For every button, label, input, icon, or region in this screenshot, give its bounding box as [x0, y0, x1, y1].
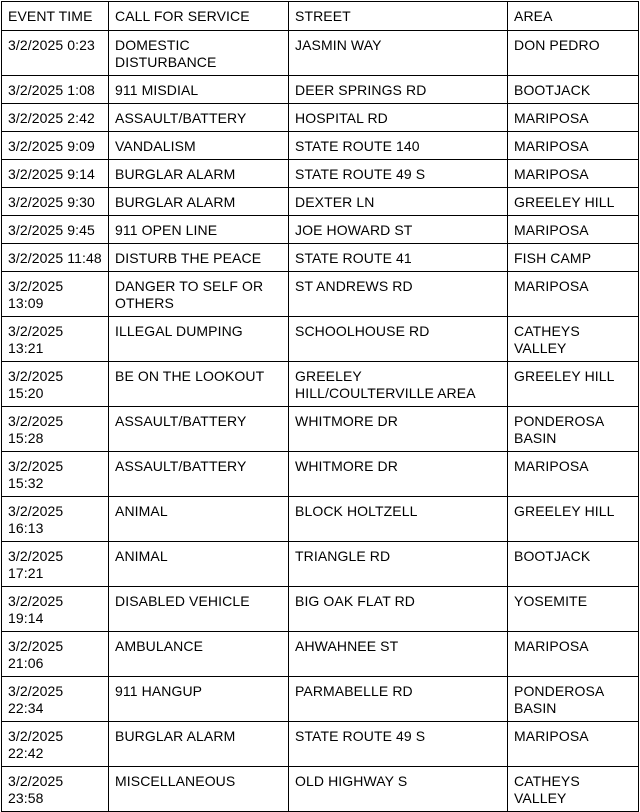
- call-log-table: [1, 1, 639, 812]
- cell-call-for-service: DANGER TO SELF OR OTHERS: [109, 272, 289, 317]
- cell-area: BOOTJACK: [508, 76, 639, 104]
- cell-call-for-service: AMBULANCE: [109, 632, 289, 677]
- cell-call-for-service: DISTURB THE PEACE: [109, 244, 289, 272]
- cell-area: CATHEYS VALLEY: [508, 767, 639, 812]
- cell-call-for-service: BURGLAR ALARM: [109, 188, 289, 216]
- cell-street: PARMABELLE RD: [289, 677, 508, 722]
- cell-call-for-service: DISABLED VEHICLE: [109, 587, 289, 632]
- cell-area: MARIPOSA: [508, 104, 639, 132]
- cell-area: MARIPOSA: [508, 160, 639, 188]
- table-row: [2, 587, 639, 632]
- cell-area: DON PEDRO: [508, 31, 639, 76]
- cell-call-for-service: BE ON THE LOOKOUT: [109, 362, 289, 407]
- header-row: [2, 2, 639, 31]
- header-street: STREET: [289, 2, 508, 31]
- cell-area: GREELEY HILL: [508, 188, 639, 216]
- cell-street: HOSPITAL RD: [289, 104, 508, 132]
- cell-street: BLOCK HOLTZELL: [289, 497, 508, 542]
- cell-street: STATE ROUTE 49 S: [289, 722, 508, 767]
- cell-street: DEER SPRINGS RD: [289, 76, 508, 104]
- cell-event-time: 3/2/2025 17:21: [2, 542, 109, 587]
- cell-area: MARIPOSA: [508, 722, 639, 767]
- cell-event-time: 3/2/2025 0:23: [2, 31, 109, 76]
- table-row: [2, 104, 639, 132]
- cell-street: TRIANGLE RD: [289, 542, 508, 587]
- cell-street: OLD HIGHWAY S: [289, 767, 508, 812]
- cell-area: CATHEYS VALLEY: [508, 317, 639, 362]
- cell-event-time: 3/2/2025 1:08: [2, 76, 109, 104]
- cell-area: YOSEMITE: [508, 587, 639, 632]
- cell-event-time: 3/2/2025 11:48: [2, 244, 109, 272]
- cell-event-time: 3/2/2025 15:32: [2, 452, 109, 497]
- cell-call-for-service: ASSAULT/BATTERY: [109, 407, 289, 452]
- table-row: [2, 160, 639, 188]
- cell-area: FISH CAMP: [508, 244, 639, 272]
- cell-street: DEXTER LN: [289, 188, 508, 216]
- cell-call-for-service: ANIMAL: [109, 497, 289, 542]
- cell-street: JASMIN WAY: [289, 31, 508, 76]
- cell-area: MARIPOSA: [508, 132, 639, 160]
- cell-call-for-service: 911 OPEN LINE: [109, 216, 289, 244]
- table-row: [2, 542, 639, 587]
- cell-area: MARIPOSA: [508, 632, 639, 677]
- cell-event-time: 3/2/2025 22:34: [2, 677, 109, 722]
- cell-area: PONDEROSA BASIN: [508, 407, 639, 452]
- header-call-for-service: CALL FOR SERVICE: [109, 2, 289, 31]
- cell-street: SCHOOLHOUSE RD: [289, 317, 508, 362]
- cell-street: ST ANDREWS RD: [289, 272, 508, 317]
- cell-event-time: 3/2/2025 22:42: [2, 722, 109, 767]
- header-area: AREA: [508, 2, 639, 31]
- cell-call-for-service: 911 HANGUP: [109, 677, 289, 722]
- cell-street: STATE ROUTE 49 S: [289, 160, 508, 188]
- cell-call-for-service: BURGLAR ALARM: [109, 160, 289, 188]
- table-row: [2, 632, 639, 677]
- cell-call-for-service: ANIMAL: [109, 542, 289, 587]
- cell-area: GREELEY HILL: [508, 362, 639, 407]
- table-row: [2, 407, 639, 452]
- cell-event-time: 3/2/2025 2:42: [2, 104, 109, 132]
- cell-street: STATE ROUTE 140: [289, 132, 508, 160]
- cell-event-time: 3/2/2025 21:06: [2, 632, 109, 677]
- cell-call-for-service: VANDALISM: [109, 132, 289, 160]
- cell-area: MARIPOSA: [508, 272, 639, 317]
- table-row: [2, 722, 639, 767]
- table-row: [2, 216, 639, 244]
- cell-call-for-service: ASSAULT/BATTERY: [109, 104, 289, 132]
- cell-event-time: 3/2/2025 15:28: [2, 407, 109, 452]
- cell-street: JOE HOWARD ST: [289, 216, 508, 244]
- cell-street: WHITMORE DR: [289, 452, 508, 497]
- table-row: [2, 272, 639, 317]
- cell-call-for-service: MISCELLANEOUS: [109, 767, 289, 812]
- cell-event-time: 3/2/2025 13:09: [2, 272, 109, 317]
- cell-street: STATE ROUTE 41: [289, 244, 508, 272]
- table-row: [2, 317, 639, 362]
- cell-area: GREELEY HILL: [508, 497, 639, 542]
- cell-event-time: 3/2/2025 13:21: [2, 317, 109, 362]
- table-row: [2, 188, 639, 216]
- table-row: [2, 362, 639, 407]
- cell-call-for-service: ILLEGAL DUMPING: [109, 317, 289, 362]
- cell-street: GREELEY HILL/COULTERVILLE AREA: [289, 362, 508, 407]
- table-header: [2, 2, 639, 31]
- cell-event-time: 3/2/2025 23:58: [2, 767, 109, 812]
- cell-area: MARIPOSA: [508, 452, 639, 497]
- table-row: [2, 452, 639, 497]
- cell-event-time: 3/2/2025 9:09: [2, 132, 109, 160]
- cell-street: AHWAHNEE ST: [289, 632, 508, 677]
- table-row: [2, 677, 639, 722]
- table-row: [2, 31, 639, 76]
- cell-call-for-service: ASSAULT/BATTERY: [109, 452, 289, 497]
- cell-call-for-service: DOMESTIC DISTURBANCE: [109, 31, 289, 76]
- cell-area: BOOTJACK: [508, 542, 639, 587]
- cell-area: PONDEROSA BASIN: [508, 677, 639, 722]
- cell-event-time: 3/2/2025 15:20: [2, 362, 109, 407]
- table-body: [2, 31, 639, 812]
- cell-event-time: 3/2/2025 9:14: [2, 160, 109, 188]
- cell-call-for-service: 911 MISDIAL: [109, 76, 289, 104]
- cell-street: WHITMORE DR: [289, 407, 508, 452]
- cell-event-time: 3/2/2025 16:13: [2, 497, 109, 542]
- cell-call-for-service: BURGLAR ALARM: [109, 722, 289, 767]
- table-row: [2, 497, 639, 542]
- table-row: [2, 767, 639, 812]
- table-row: [2, 132, 639, 160]
- cell-street: BIG OAK FLAT RD: [289, 587, 508, 632]
- table-row: [2, 244, 639, 272]
- cell-event-time: 3/2/2025 9:45: [2, 216, 109, 244]
- header-event-time: EVENT TIME: [2, 2, 109, 31]
- table-row: [2, 76, 639, 104]
- cell-area: MARIPOSA: [508, 216, 639, 244]
- cell-event-time: 3/2/2025 19:14: [2, 587, 109, 632]
- cell-event-time: 3/2/2025 9:30: [2, 188, 109, 216]
